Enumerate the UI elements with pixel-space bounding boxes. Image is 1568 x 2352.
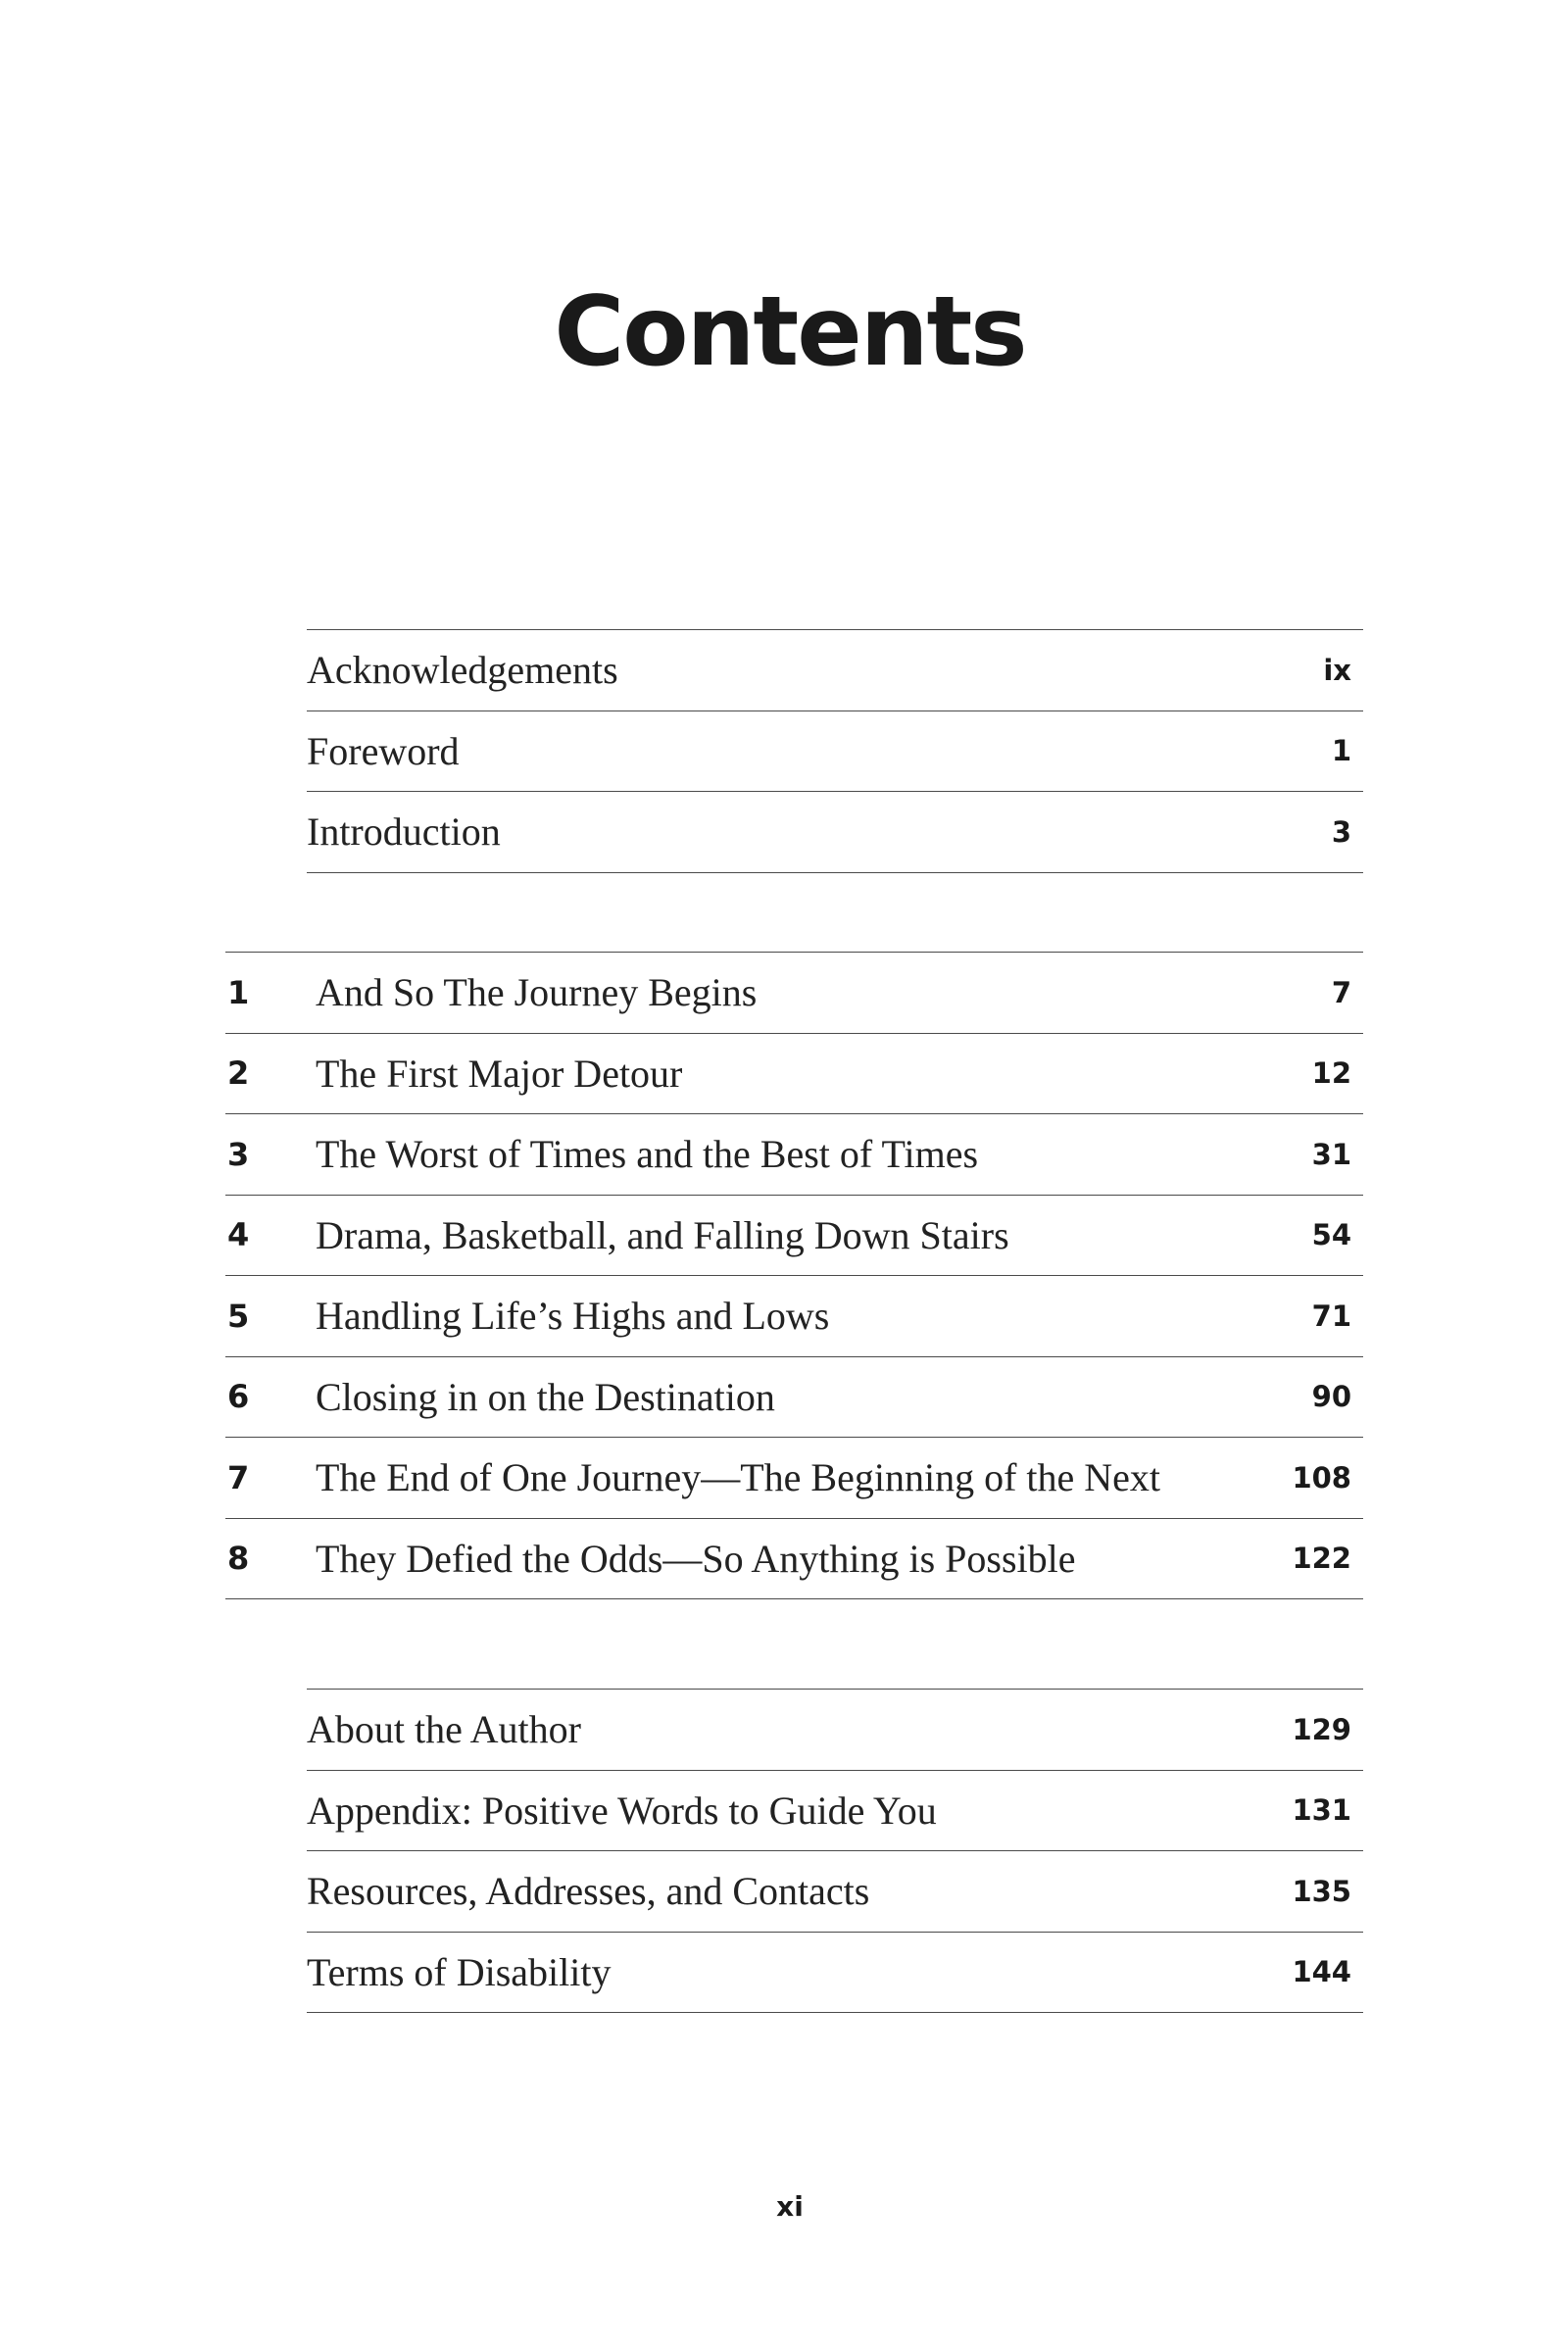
chapter-title: The Worst of Times and the Best of Times: [316, 1132, 979, 1177]
toc-page-number: 108: [1292, 1460, 1351, 1494]
toc-page-number: 129: [1292, 1712, 1351, 1746]
toc-entry-introduction[interactable]: [307, 792, 1363, 873]
chapter-number: 1: [227, 973, 250, 1011]
toc-entry-title: Foreword: [307, 728, 460, 773]
toc-page-number: 90: [1311, 1380, 1351, 1414]
toc-entry-terms-of-disability[interactable]: [307, 1933, 1363, 2014]
toc-page-number: 144: [1292, 1955, 1351, 1989]
chapter-number: 4: [227, 1216, 250, 1254]
front-matter-list: [307, 629, 1363, 873]
toc-entry-appendix[interactable]: [307, 1771, 1363, 1852]
toc-chapter-2[interactable]: [225, 1034, 1363, 1115]
toc-page-number: 71: [1311, 1298, 1351, 1333]
toc-chapter-8[interactable]: [225, 1519, 1363, 1600]
chapter-title: Drama, Basketball, and Falling Down Stairs: [316, 1212, 1009, 1257]
toc-entry-title: Terms of Disability: [307, 1949, 612, 1994]
toc-chapter-4[interactable]: [225, 1196, 1363, 1277]
chapter-number: 2: [227, 1054, 250, 1093]
toc-chapter-3[interactable]: [225, 1114, 1363, 1196]
back-matter-list: [307, 1689, 1363, 2013]
chapter-title: And So The Journey Begins: [316, 970, 758, 1015]
chapter-title: Closing in on the Destination: [316, 1374, 775, 1419]
chapter-list: [225, 952, 1363, 1599]
chapter-number: 3: [227, 1135, 250, 1173]
toc-entry-title: About the Author: [307, 1707, 581, 1752]
toc-entry-resources[interactable]: [307, 1851, 1363, 1933]
chapter-title: The End of One Journey—The Beginning of the Next: [316, 1455, 1161, 1500]
chapter-number: 6: [227, 1378, 250, 1416]
toc-chapter-1[interactable]: [225, 953, 1363, 1034]
page-folio: xi: [776, 2190, 804, 2223]
toc-page-number: ix: [1323, 653, 1351, 687]
chapter-title: They Defied the Odds—So Anything is Possible: [316, 1536, 1076, 1581]
chapter-title: Handling Life’s Highs and Lows: [316, 1294, 830, 1339]
toc-page-number: 54: [1311, 1218, 1351, 1252]
toc-entry-acknowledgements[interactable]: [307, 630, 1363, 711]
toc-chapter-5[interactable]: [225, 1276, 1363, 1357]
chapter-number: 7: [227, 1458, 250, 1496]
chapter-title: The First Major Detour: [316, 1051, 683, 1096]
toc-page-number: 31: [1311, 1137, 1351, 1171]
toc-page-number: 1: [1331, 734, 1351, 768]
toc-page-number: 12: [1311, 1056, 1351, 1091]
toc-chapter-7[interactable]: [225, 1438, 1363, 1519]
toc-chapter-6[interactable]: [225, 1357, 1363, 1439]
page-title: Contents: [554, 276, 1026, 388]
toc-page-number: 131: [1292, 1793, 1351, 1828]
toc-entry-about-the-author[interactable]: [307, 1690, 1363, 1771]
toc-entry-title: Resources, Addresses, and Contacts: [307, 1869, 870, 1914]
chapter-number: 8: [227, 1540, 250, 1578]
toc-entry-foreword[interactable]: [307, 711, 1363, 793]
toc-entry-title: Introduction: [307, 809, 501, 855]
toc-page-number: 3: [1331, 814, 1351, 849]
toc-page-number: 135: [1292, 1874, 1351, 1908]
toc-page-number: 122: [1292, 1542, 1351, 1576]
toc-page-number: 7: [1331, 975, 1351, 1009]
chapter-number: 5: [227, 1297, 250, 1335]
toc-entry-title: Appendix: Positive Words to Guide You: [307, 1788, 937, 1833]
toc-entry-title: Acknowledgements: [307, 648, 618, 693]
